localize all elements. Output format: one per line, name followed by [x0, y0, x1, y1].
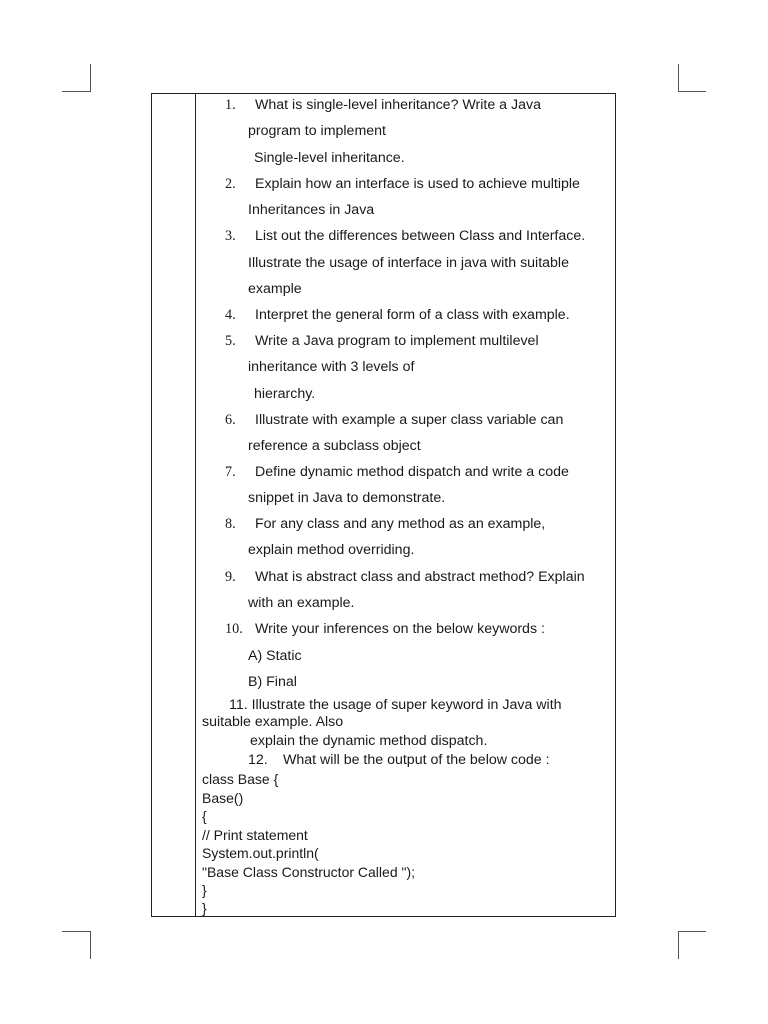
- question-number: 10.: [225, 621, 243, 637]
- code-line: Base(): [202, 790, 244, 806]
- question-number: 3.: [225, 228, 236, 244]
- question-number: 5.: [225, 333, 236, 349]
- question-text: inheritance with 3 levels of: [248, 359, 415, 375]
- keyword-option: B) Final: [248, 674, 297, 690]
- code-line: "Base Class Constructor Called ");: [202, 864, 416, 880]
- question-text: Illustrate the usage of interface in java with suitable: [248, 255, 569, 271]
- question-text: Define dynamic method dispatch and write a code: [255, 464, 569, 480]
- question-text: Single-level inheritance.: [254, 150, 405, 166]
- table-column-divider: [195, 93, 196, 917]
- question-text: example: [248, 281, 302, 297]
- question-text: What is single-level inheritance? Write a Java: [255, 97, 541, 113]
- code-line: class Base {: [202, 771, 279, 787]
- crop-mark-top-right-v: [678, 64, 679, 92]
- question-text: reference a subclass object: [248, 438, 421, 454]
- code-line: }: [202, 882, 207, 898]
- crop-mark-top-right-h: [678, 91, 706, 92]
- code-line: System.out.println(: [202, 845, 319, 861]
- crop-mark-top-left-v: [90, 64, 91, 92]
- question-12-text: What will be the output of the below code :: [283, 752, 550, 768]
- crop-mark-bottom-right-h: [678, 931, 706, 932]
- question-number: 6.: [225, 412, 236, 428]
- crop-mark-bottom-right-v: [678, 931, 679, 959]
- question-number: 4.: [225, 307, 236, 323]
- question-text: What is abstract class and abstract method? Explain: [255, 569, 585, 585]
- question-11-text: 11. Illustrate the usage of super keyword in Java with: [229, 697, 562, 713]
- crop-mark-top-left-h: [62, 91, 90, 92]
- code-line: // Print statement: [202, 827, 308, 843]
- question-text: List out the differences between Class and Interface.: [255, 228, 586, 244]
- question-text: Write a Java program to implement multilevel: [255, 333, 539, 349]
- keyword-option: A) Static: [248, 648, 302, 664]
- question-number: 8.: [225, 516, 236, 532]
- question-11-text: explain the dynamic method dispatch.: [250, 733, 488, 749]
- question-text: Illustrate with example a super class variable can: [255, 412, 564, 428]
- question-text: with an example.: [248, 595, 355, 611]
- question-number: 1.: [225, 97, 236, 113]
- question-text: Inheritances in Java: [248, 202, 375, 218]
- question-text: Write your inferences on the below keywords :: [255, 621, 545, 637]
- crop-mark-bottom-left-v: [90, 931, 91, 959]
- question-number: 7.: [225, 464, 236, 480]
- question-text: program to implement: [248, 123, 386, 139]
- code-line: }: [202, 900, 207, 916]
- code-line: {: [202, 808, 207, 824]
- question-text: hierarchy.: [254, 386, 316, 402]
- question-text: Interpret the general form of a class with example.: [255, 307, 570, 323]
- question-number: 9.: [225, 569, 236, 585]
- question-11-text: suitable example. Also: [202, 714, 344, 730]
- question-text: For any class and any method as an example,: [255, 516, 546, 532]
- question-number: 2.: [225, 176, 236, 192]
- question-text: snippet in Java to demonstrate.: [248, 490, 446, 506]
- question-text: explain method overriding.: [248, 542, 415, 558]
- crop-mark-bottom-left-h: [62, 931, 90, 932]
- question-number: 12.: [248, 752, 268, 768]
- question-text: Explain how an interface is used to achieve multiple: [255, 176, 580, 192]
